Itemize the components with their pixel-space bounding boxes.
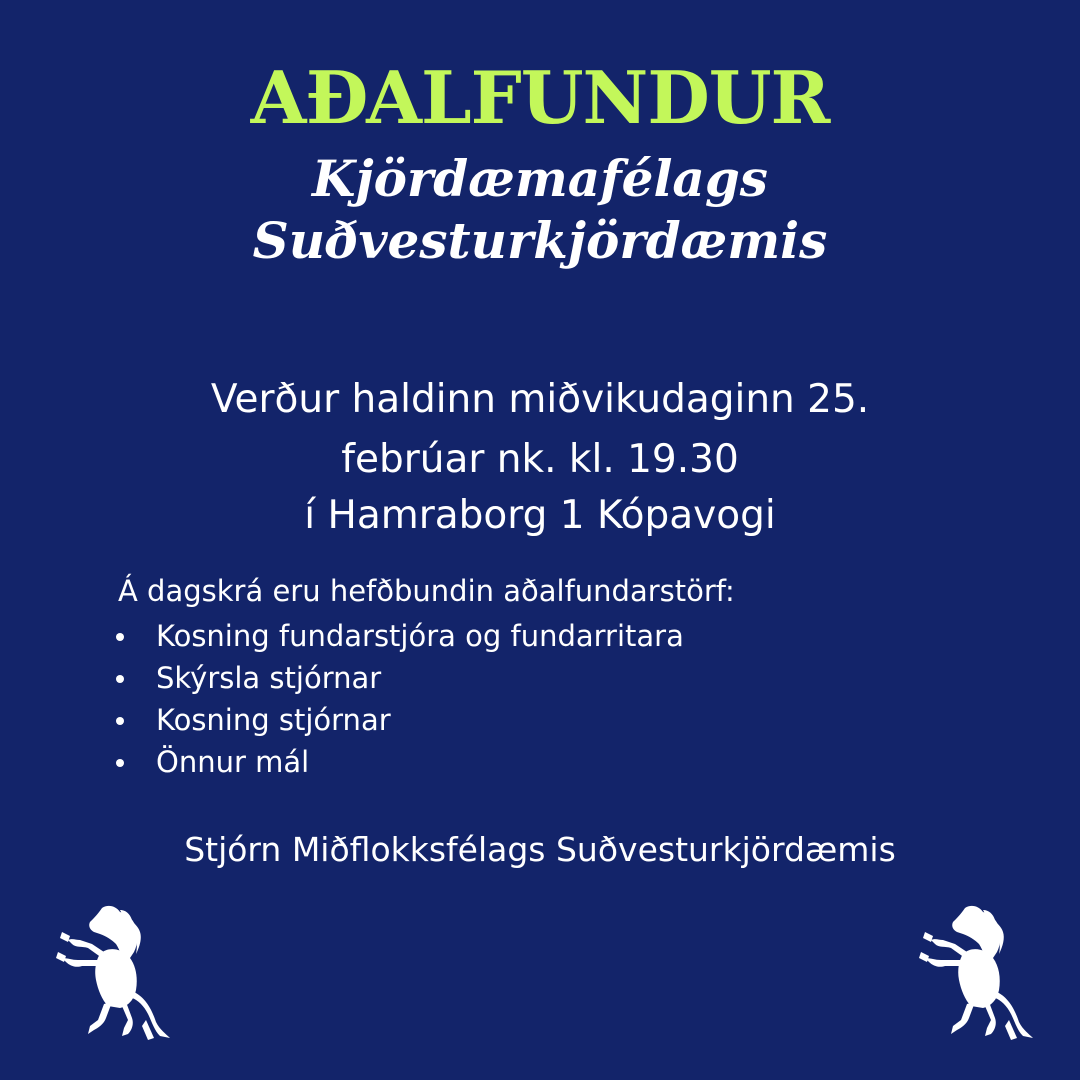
subtitle-line-2: Suðvesturkjördæmis (252, 211, 828, 270)
rearing-horse-icon (905, 902, 1035, 1042)
subtitle-line-1: Kjördæmafélags (312, 149, 768, 208)
page-title: AÐALFUNDUR (250, 55, 830, 140)
rearing-horse-icon (42, 902, 172, 1042)
bullet-icon (116, 759, 124, 767)
signature: Stjórn Miðflokksfélags Suðvesturkjördæmis (184, 830, 896, 869)
bullet-icon (116, 633, 124, 641)
agenda-item-label: Kosning fundarstjóra og fundarritara (156, 619, 684, 653)
bullet-icon (116, 675, 124, 683)
agenda-item (112, 657, 684, 699)
announcement-line-1: Verður haldinn miðvikudaginn 25. (210, 377, 870, 422)
agenda-intro: Á dagskrá eru hefðbundin aðalfundarstörf: (118, 574, 735, 608)
agenda-item (112, 741, 684, 783)
announcement-line-3: í Hamraborg 1 Kópavogi (304, 493, 776, 538)
agenda-item-label: Skýrsla stjórnar (156, 661, 382, 695)
agenda-item (112, 615, 684, 657)
bullet-icon (116, 717, 124, 725)
announcement-line-2: febrúar nk. kl. 19.30 (341, 437, 739, 482)
agenda-item-label: Kosning stjórnar (156, 703, 391, 737)
agenda-item-label: Önnur mál (156, 745, 310, 779)
agenda-item (112, 699, 684, 741)
agenda-list (112, 615, 684, 783)
